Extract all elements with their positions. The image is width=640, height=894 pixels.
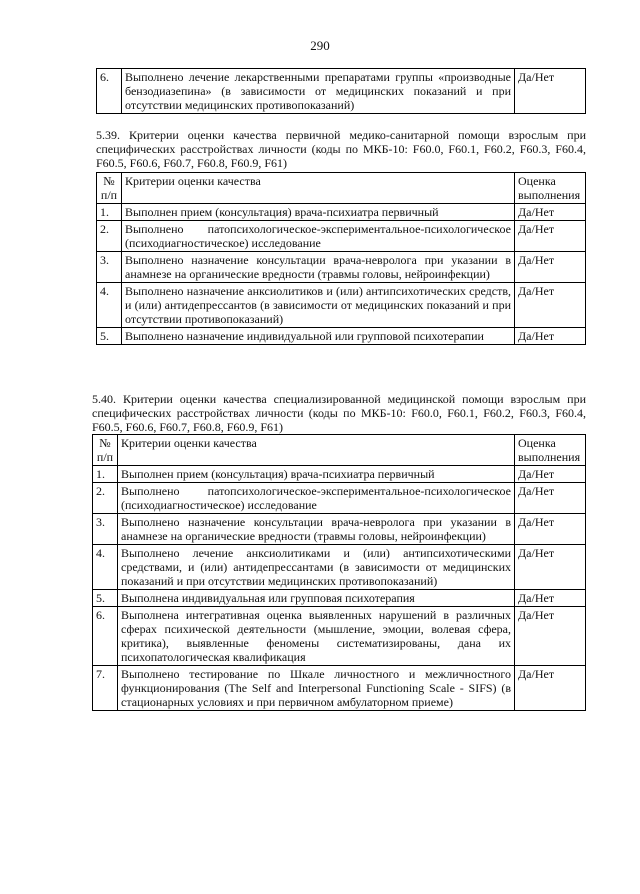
section-caption: 5.39. Критерии оценки качества первичной медико-санитарной помощи взрослым при специфических расстройствах личности (коды по МКБ-10: F60.0, F60.1, F60.2, F60.3, F60.4, F60.5, F60.6, F60.7, F60.8, F60.9, F61) <box>96 128 586 170</box>
row-number: 2. <box>93 483 118 514</box>
evaluation-value: Да/Нет <box>515 204 586 221</box>
table-row <box>97 69 586 114</box>
table-row <box>93 514 586 545</box>
row-number: 1. <box>93 466 118 483</box>
table-row <box>93 466 586 483</box>
header-criteria: Критерии оценки качества <box>118 435 515 466</box>
criterion-text: Выполнено лечение анксиолитиками и (или) антипсихотическими средствами, и (или) антидепрессантами (в зависимости от медицинских показаний и при отсутствии медицинских противопоказаний) <box>118 545 515 590</box>
row-number: 3. <box>97 252 122 283</box>
criterion-text: Выполнена индивидуальная или групповая психотерапия <box>118 590 515 607</box>
table-row <box>97 328 586 345</box>
criterion-text: Выполнен прием (консультация) врача-психиатра первичный <box>118 466 515 483</box>
evaluation-value: Да/Нет <box>515 328 586 345</box>
evaluation-value: Да/Нет <box>515 514 586 545</box>
evaluation-value: Да/Нет <box>515 252 586 283</box>
evaluation-value: Да/Нет <box>515 69 586 114</box>
header-number: № п/п <box>97 173 122 204</box>
criteria-table-continuation <box>96 68 586 114</box>
header-evaluation: Оценка выполнения <box>515 173 586 204</box>
evaluation-value: Да/Нет <box>515 483 586 514</box>
table-row <box>97 221 586 252</box>
table-row <box>97 283 586 328</box>
table-row <box>93 545 586 590</box>
criterion-text: Выполнено патопсихологическое-экспериментальное-психологическое (психодиагностическое) исследование <box>118 483 515 514</box>
evaluation-value: Да/Нет <box>515 221 586 252</box>
criterion-text: Выполнено назначение анксиолитиков и (или) антипсихотических средств, и (или) антидепрессантов (в зависимости от медицинских показаний и при отсутствии противопоказаний) <box>122 283 515 328</box>
evaluation-value: Да/Нет <box>515 607 586 666</box>
criterion-text: Выполнен прием (консультация) врача-психиатра первичный <box>122 204 515 221</box>
criteria-table-primary-care <box>96 172 586 345</box>
row-number: 4. <box>93 545 118 590</box>
criterion-text: Выполнена интегративная оценка выявленных нарушений в различных сферах психической деятельности (мышление, эмоции, волевая сфера, критика), выявленные феномены систематизированы, дана их психопатологическая квалификация <box>118 607 515 666</box>
table-row <box>93 483 586 514</box>
evaluation-value: Да/Нет <box>515 545 586 590</box>
row-number: 5. <box>97 328 122 345</box>
criterion-text: Выполнено назначение индивидуальной или групповой психотерапии <box>122 328 515 345</box>
header-evaluation: Оценка выполнения <box>515 435 586 466</box>
row-number: 3. <box>93 514 118 545</box>
table-header-row <box>93 435 586 466</box>
row-number: 6. <box>93 607 118 666</box>
evaluation-value: Да/Нет <box>515 590 586 607</box>
section-caption: 5.40. Критерии оценки качества специализированной медицинской помощи взрослым при специфических расстройствах личности (коды по МКБ-10: F60.0, F60.1, F60.2, F60.3, F60.4, F60.5, F60.6, F60.7, F60.8, F60.9, F61) <box>92 392 586 434</box>
table-row <box>93 666 586 711</box>
criterion-text: Выполнено назначение консультации врача-невролога при указании в анамнезе на органические вредности (травмы головы, нейроинфекции) <box>118 514 515 545</box>
table-header-row <box>97 173 586 204</box>
row-number: 7. <box>93 666 118 711</box>
criterion-text: Выполнено лечение лекарственными препаратами группы «производные бензодиазепина» (в зависимости от медицинских показаний и при отсутствии медицинских противопоказаний) <box>122 69 515 114</box>
table-row <box>93 607 586 666</box>
criterion-text: Выполнено назначение консультации врача-невролога при указании в анамнезе на органические вредности (травмы головы, нейроинфекции) <box>122 252 515 283</box>
row-number: 1. <box>97 204 122 221</box>
header-number: № п/п <box>93 435 118 466</box>
header-criteria: Критерии оценки качества <box>122 173 515 204</box>
table-row <box>97 204 586 221</box>
row-number: 4. <box>97 283 122 328</box>
criteria-table-specialized-care <box>92 434 586 711</box>
evaluation-value: Да/Нет <box>515 666 586 711</box>
criterion-text: Выполнено патопсихологическое-экспериментальное-психологическое (психодиагностическое) исследование <box>122 221 515 252</box>
table-row <box>97 252 586 283</box>
table-row <box>93 590 586 607</box>
row-number: 2. <box>97 221 122 252</box>
evaluation-value: Да/Нет <box>515 283 586 328</box>
page-number: 290 <box>310 38 330 53</box>
evaluation-value: Да/Нет <box>515 466 586 483</box>
row-number: 6. <box>97 69 122 114</box>
row-number: 5. <box>93 590 118 607</box>
criterion-text: Выполнено тестирование по Шкале личностного и межличностного функционирования (The Self and Interpersonal Functioning Scale - SIFS) (в стационарных условиях и при первичном амбулаторном приеме) <box>118 666 515 711</box>
